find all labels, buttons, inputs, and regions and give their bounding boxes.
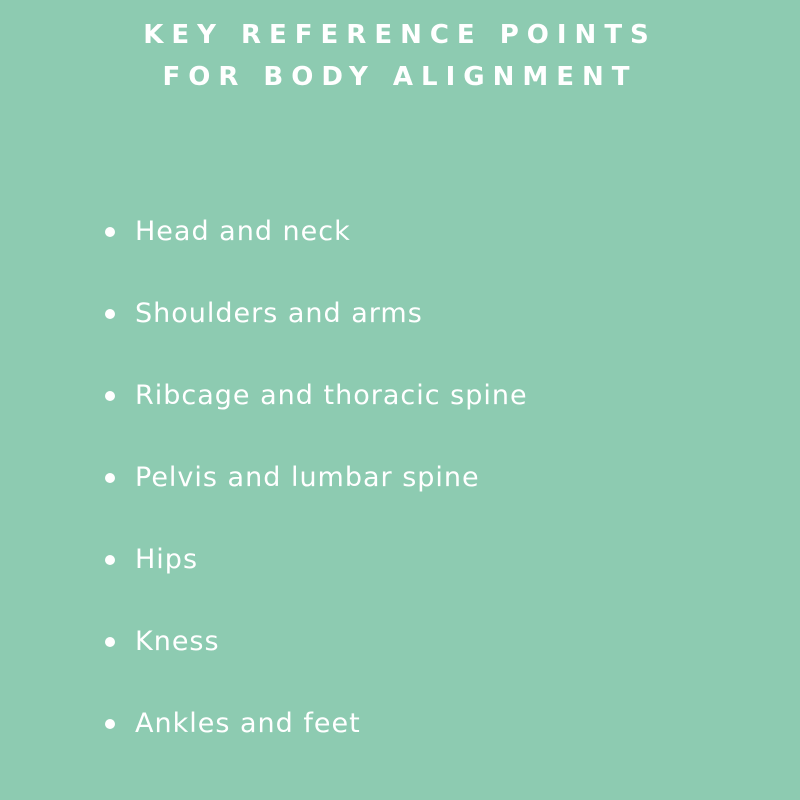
- list-item-label: Head and neck: [135, 216, 351, 247]
- bullet-icon: [105, 555, 115, 565]
- list-item-label: Kness: [135, 626, 220, 657]
- list-item-label: Hips: [135, 544, 199, 575]
- reference-points-list: [105, 207, 528, 781]
- bullet-icon: [105, 637, 115, 647]
- list-item-label: Ankles and feet: [135, 708, 361, 739]
- page-title: [0, 14, 800, 98]
- list-item: [105, 207, 528, 289]
- bullet-icon: [105, 719, 115, 729]
- list-item: [105, 617, 528, 699]
- list-item: [105, 453, 528, 535]
- list-item: [105, 371, 528, 453]
- list-item: [105, 535, 528, 617]
- title-line-1: KEY REFERENCE POINTS: [143, 20, 657, 50]
- list-item-label: Ribcage and thoracic spine: [135, 380, 528, 411]
- bullet-icon: [105, 391, 115, 401]
- list-item-label: Pelvis and lumbar spine: [135, 462, 480, 493]
- list-item: [105, 289, 528, 371]
- bullet-icon: [105, 227, 115, 237]
- title-line-2: FOR BODY ALIGNMENT: [162, 62, 638, 92]
- list-item-label: Shoulders and arms: [135, 298, 423, 329]
- bullet-icon: [105, 309, 115, 319]
- list-item: [105, 699, 528, 781]
- bullet-icon: [105, 473, 115, 483]
